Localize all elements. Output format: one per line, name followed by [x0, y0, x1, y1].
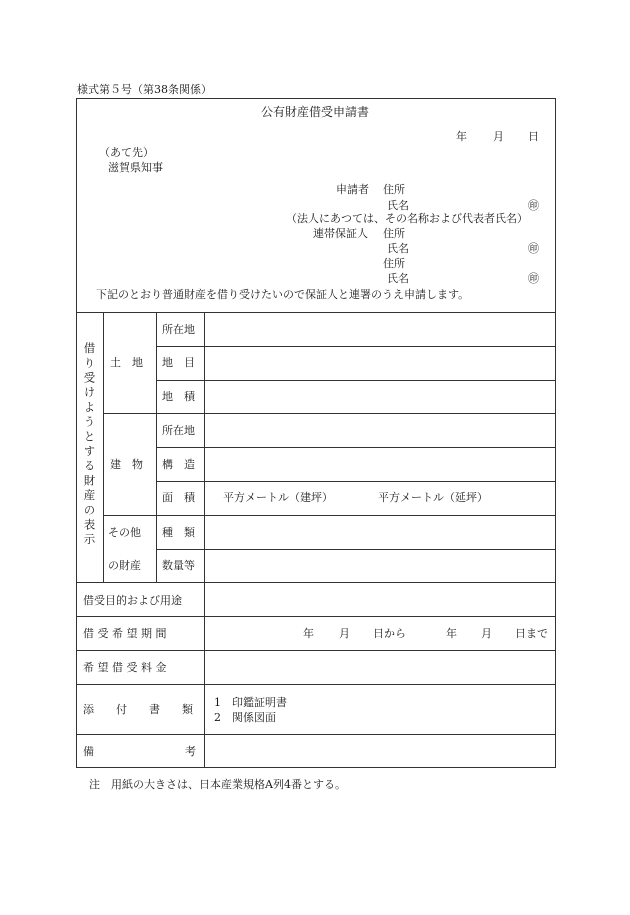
applicant-seal-mark: ㊞: [528, 199, 539, 212]
building-area-label: 面 積: [162, 491, 195, 504]
guarantor-name-label-1: 氏名: [387, 242, 409, 255]
period-label: 借 受 希 望 期 間: [83, 627, 167, 640]
form-title: 公有財産借受申請書: [260, 105, 369, 119]
other-type-label: 種 類: [162, 526, 195, 539]
addressee-name: 滋賀県知事: [108, 161, 163, 174]
application-statement: 下記のとおり普通財産を借り受けたいので保証人と連署のうえ申請します。: [96, 288, 470, 301]
applicant-label: 申請者: [336, 183, 369, 196]
building-area-total: 平方メートル（延坪）: [378, 491, 488, 504]
building-area-built: 平方メートル（建坪）: [223, 491, 333, 504]
guarantor-address-label-1: 住所: [383, 227, 405, 240]
date-month-label: 月: [493, 130, 504, 143]
date-day-label: 日: [528, 130, 539, 143]
period-from-month: 月: [339, 627, 350, 640]
guarantor-label: 連帯保証人: [313, 227, 368, 240]
period-to-day: 日まで: [515, 627, 548, 640]
applicant-name-label: 氏名: [387, 199, 409, 212]
guarantor-seal-mark-1: ㊞: [528, 242, 539, 255]
guarantor-name-label-2: 氏名: [387, 272, 409, 285]
building-structure-label: 構 造: [162, 458, 195, 471]
guarantor-address-label-2: 住所: [383, 257, 405, 270]
addressee-label: （あて先）: [99, 146, 154, 159]
period-from-year: 年: [303, 627, 314, 640]
footnote: 注 用紙の大きさは、日本産業規格A列4番とする。: [89, 778, 346, 791]
building-location-label: 所在地: [162, 424, 195, 437]
attachment-item-2: 2 関係図面: [214, 711, 276, 724]
remarks-label-left: 備: [83, 745, 94, 758]
guarantor-seal-mark-2: ㊞: [528, 272, 539, 285]
period-to-month: 月: [481, 627, 492, 640]
land-area-label: 地 積: [162, 390, 195, 403]
other-property-label-line1: その他: [108, 526, 141, 539]
applicant-address-label: 住所: [383, 183, 405, 196]
attachments-label: 添 付 書 類: [83, 703, 193, 716]
period-from-day: 日から: [373, 627, 406, 640]
form-number: 様式第５号（第38条関係）: [77, 83, 212, 96]
corporate-note: （法人にあつては、その名称および代表者氏名）: [286, 212, 528, 225]
other-property-label-line2: の財産: [108, 559, 141, 572]
land-category-label: 地 目: [162, 356, 195, 369]
period-to-year: 年: [446, 627, 457, 640]
land-label: 土 地: [110, 356, 143, 369]
land-location-label: 所在地: [162, 323, 195, 336]
property-header: 借り受けようとする財産の表示: [82, 342, 97, 548]
fee-label: 希 望 借 受 料 金: [83, 661, 167, 674]
purpose-label: 借受目的および用途: [83, 594, 182, 607]
attachment-item-1: 1 印鑑証明書: [214, 696, 287, 709]
building-label: 建 物: [110, 458, 143, 471]
date-year-label: 年: [456, 130, 467, 143]
other-quantity-label: 数量等: [162, 559, 195, 572]
remarks-label-right: 考: [185, 745, 196, 758]
